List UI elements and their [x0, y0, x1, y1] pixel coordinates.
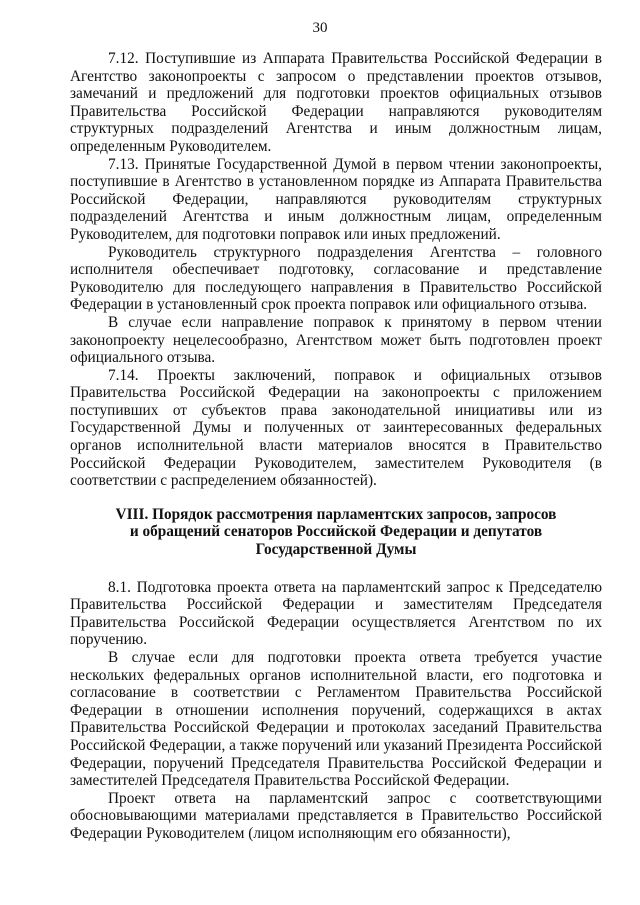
paragraph-head-executor: Руководитель структурного подразделения Агентства – головного исполнителя обеспечивает подготовку, согласование и представление Руководителю для последующего направления в Правительство Российской Федерации в установленный срок проекта поправок или официального отзыва. [70, 243, 602, 314]
section-heading-line: и обращений сенаторов Российской Федерации и депутатов [129, 523, 543, 541]
paragraph-7-13: 7.13. Принятые Государственной Думой в первом чтении законопроекты, поступившие в Агентство в установленном порядке из Аппарата Правительства Российской Федерации, направляются руководителям структурных подразделений Агентства и иным должностным лицам, определенным Руководителем, для подготовки поправок или иных предложений. [70, 155, 602, 243]
section-heading-viii [70, 506, 602, 559]
paragraph-7-14: 7.14. Проекты заключений, поправок и официальных отзывов Правительства Российской Федерации на законопроекты с приложением поступивших от субъектов права законодательной инициативы или из Государственной Думы и полученных от заинтересованных федеральных органов исполнительной власти материалов вносятся в Правительство Российской Федерации Руководителем, заместителем Руководителя (в соответствии с распределением обязанностей). [70, 366, 602, 490]
paragraph-response-draft: Проект ответа на парламентский запрос с соответствующими обосновывающими материалами представляется в Правительство Российской Федерации Руководителем (лицом исполняющим его обязанности), [70, 789, 602, 842]
section-heading-line: Государственной Думы [255, 541, 417, 559]
paragraph-8-1: 8.1. Подготовка проекта ответа на парламентский запрос к Председателю Правительства Российской Федерации и заместителям Председателя Правительства Российской Федерации осуществляется Агентством по их поручению. [70, 578, 602, 649]
paragraph-official-review: В случае если направление поправок к принятому в первом чтении законопроекту нецелесообразно, Агентством может быть подготовлен проект официального отзыва. [70, 313, 602, 367]
document-body [70, 50, 602, 843]
page-number: 30 [312, 20, 328, 36]
section-heading-line: VIII. Порядок рассмотрения парламентских запросов, запросов [115, 505, 557, 523]
paragraph-7-12: 7.12. Поступившие из Аппарата Правительства Российской Федерации в Агентство законопроекты с запросом о представлении проектов отзывов, замечаний и предложений для подготовки проектов официальных отзывов Правительства Российской Федерации направляются руководителям структурных подразделений Агентства и иным должностным лицам, определенным Руководителем. [70, 50, 602, 155]
paragraph-multiple-agencies: В случае если для подготовки проекта ответа требуется участие нескольких федеральных органов исполнительной власти, его подготовка и согласование в соответствии с Регламентом Правительства Российской Федерации в отношении исполнения поручений, содержащихся в актах Правительства Российской Федерации и протоколах заседаний Правительства Российской Федерации, а также поручений или указаний Президента Российской Федерации, поручений Председателя Правительства Российской Федерации и заместителей Председателя Правительства Российской Федерации. [70, 649, 602, 790]
